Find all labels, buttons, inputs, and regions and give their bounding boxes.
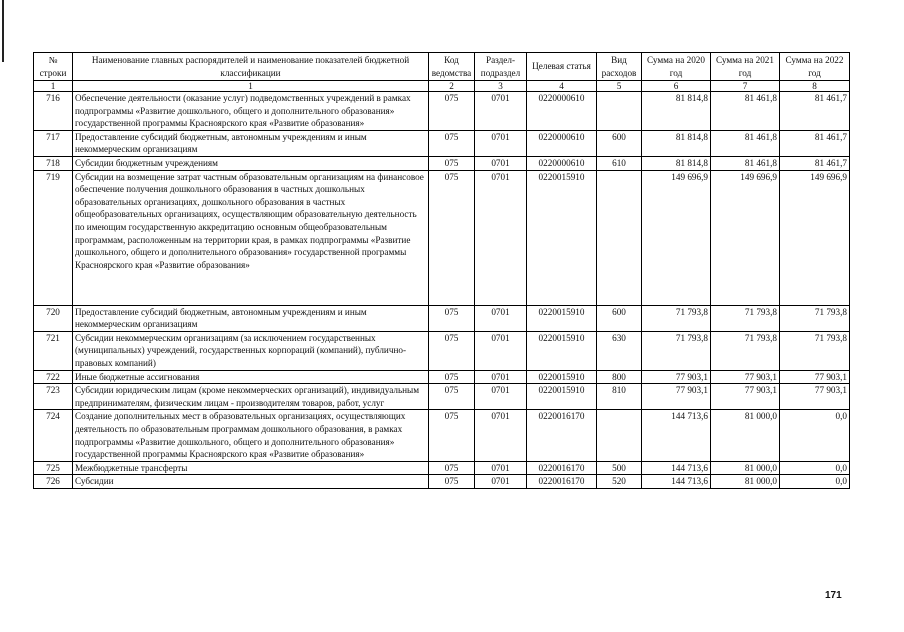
column-number: 4 <box>527 81 597 92</box>
row-sum-2020: 77 903,1 <box>642 384 711 410</box>
row-sum-2020: 144 713,6 <box>642 461 711 475</box>
row-expense-type: 500 <box>597 461 642 475</box>
row-expense-type <box>597 92 642 131</box>
row-name: Обеспечение деятельности (оказание услуг) подведомственных учреждений в рамках подпрограммы «Развитие дошкольного, общего и дополнительного образования» государственной программы Красноярского края «Развитие образования» <box>73 92 429 131</box>
row-name: Субсидии на возмещение затрат частным образовательным организациям на финансовое обеспечение получения дошкольного образования в частных дошкольных образовательных организациях, дошкольного образования в частных общеобразовательных организациях, осуществляющим образовательную деятельность по имеющим государственную аккредитацию основным общеобразовательным программам, расположенным на территории края, в рамках подпрограммы «Развитие дошкольного, общего и дополнительного образования» государственной программы Красноярского края «Развитие образования» <box>73 170 429 305</box>
row-sum-2020: 81 814,8 <box>642 130 711 156</box>
row-sum-2022: 81 461,7 <box>780 92 850 131</box>
table-row <box>34 410 850 461</box>
row-sum-2020: 149 696,9 <box>642 170 711 305</box>
row-section: 0701 <box>475 384 527 410</box>
row-section: 0701 <box>475 156 527 170</box>
header-section: Раздел-подраздел <box>475 53 527 81</box>
row-sum-2022: 71 793,8 <box>780 331 850 370</box>
row-target: 0220000610 <box>527 92 597 131</box>
row-dept-code: 075 <box>429 130 475 156</box>
row-dept-code: 075 <box>429 156 475 170</box>
row-number: 720 <box>34 305 73 331</box>
row-expense-type: 630 <box>597 331 642 370</box>
row-sum-2022: 77 903,1 <box>780 370 850 384</box>
margin-rule <box>2 0 4 62</box>
row-number: 725 <box>34 461 73 475</box>
row-target: 0220016170 <box>527 410 597 461</box>
row-section: 0701 <box>475 461 527 475</box>
row-sum-2021: 81 000,0 <box>711 475 780 489</box>
row-sum-2021: 77 903,1 <box>711 370 780 384</box>
row-sum-2021: 81 461,8 <box>711 92 780 131</box>
row-sum-2022: 0,0 <box>780 461 850 475</box>
column-number: 6 <box>642 81 711 92</box>
row-section: 0701 <box>475 475 527 489</box>
row-sum-2021: 81 461,8 <box>711 130 780 156</box>
table-row <box>34 461 850 475</box>
row-dept-code: 075 <box>429 475 475 489</box>
row-sum-2020: 71 793,8 <box>642 305 711 331</box>
row-name: Иные бюджетные ассигнования <box>73 370 429 384</box>
row-sum-2021: 71 793,8 <box>711 331 780 370</box>
table-row <box>34 370 850 384</box>
row-sum-2020: 77 903,1 <box>642 370 711 384</box>
row-dept-code: 075 <box>429 461 475 475</box>
column-number-row <box>34 81 850 92</box>
row-section: 0701 <box>475 410 527 461</box>
row-number: 718 <box>34 156 73 170</box>
row-number: 724 <box>34 410 73 461</box>
row-name: Субсидии <box>73 475 429 489</box>
column-number: 5 <box>597 81 642 92</box>
row-target: 0220015910 <box>527 331 597 370</box>
row-expense-type: 600 <box>597 130 642 156</box>
page-number: 171 <box>825 590 842 601</box>
row-sum-2021: 71 793,8 <box>711 305 780 331</box>
table-row <box>34 384 850 410</box>
row-section: 0701 <box>475 92 527 131</box>
header-name: Наименование главных распорядителей и наименование показателей бюджетной классификации <box>73 53 429 81</box>
row-name: Межбюджетные трансферты <box>73 461 429 475</box>
row-target: 0220015910 <box>527 305 597 331</box>
header-sum-2020: Сумма на 2020 год <box>642 53 711 81</box>
row-sum-2022: 81 461,7 <box>780 156 850 170</box>
row-name: Субсидии юридическим лицам (кроме некоммерческих организаций), индивидуальным предпринимателям, физическим лицам - производителям товаров, работ, услуг <box>73 384 429 410</box>
row-expense-type <box>597 170 642 305</box>
table-row <box>34 331 850 370</box>
row-number: 719 <box>34 170 73 305</box>
table-body <box>34 92 850 489</box>
column-number: 2 <box>429 81 475 92</box>
row-sum-2020: 81 814,8 <box>642 92 711 131</box>
table-row <box>34 170 850 305</box>
row-sum-2022: 0,0 <box>780 475 850 489</box>
row-dept-code: 075 <box>429 92 475 131</box>
table-row <box>34 305 850 331</box>
table-row <box>34 156 850 170</box>
row-section: 0701 <box>475 130 527 156</box>
header-target: Целевая статья <box>527 53 597 81</box>
row-expense-type: 810 <box>597 384 642 410</box>
row-name: Субсидии некоммерческим организациям (за исключением государственных (муниципальных) учреждений, государственных корпораций (компаний), публично-правовых компаний) <box>73 331 429 370</box>
row-target: 0220015910 <box>527 170 597 305</box>
row-sum-2020: 144 713,6 <box>642 410 711 461</box>
row-expense-type: 600 <box>597 305 642 331</box>
row-sum-2021: 81 000,0 <box>711 410 780 461</box>
row-section: 0701 <box>475 331 527 370</box>
row-target: 0220016170 <box>527 475 597 489</box>
row-dept-code: 075 <box>429 170 475 305</box>
row-name: Создание дополнительных мест в образовательных организациях, осуществляющих деятельность по образовательным программам дошкольного образования, в рамках подпрограммы «Развитие дошкольного, общего и дополнительного образования» государственной программы Красноярского края «Развитие образования» <box>73 410 429 461</box>
row-sum-2021: 149 696,9 <box>711 170 780 305</box>
row-sum-2021: 81 000,0 <box>711 461 780 475</box>
row-sum-2022: 81 461,7 <box>780 130 850 156</box>
row-dept-code: 075 <box>429 305 475 331</box>
row-sum-2020: 144 713,6 <box>642 475 711 489</box>
row-sum-2021: 81 461,8 <box>711 156 780 170</box>
row-section: 0701 <box>475 370 527 384</box>
column-number: 7 <box>711 81 780 92</box>
row-number: 726 <box>34 475 73 489</box>
table-row <box>34 130 850 156</box>
column-number: 1 <box>73 81 429 92</box>
row-sum-2022: 77 903,1 <box>780 384 850 410</box>
row-dept-code: 075 <box>429 384 475 410</box>
row-expense-type: 610 <box>597 156 642 170</box>
table-row <box>34 92 850 131</box>
row-target: 0220016170 <box>527 461 597 475</box>
row-number: 716 <box>34 92 73 131</box>
header-sum-2021: Сумма на 2021 год <box>711 53 780 81</box>
row-dept-code: 075 <box>429 370 475 384</box>
row-target: 0220000610 <box>527 130 597 156</box>
row-sum-2020: 81 814,8 <box>642 156 711 170</box>
row-dept-code: 075 <box>429 331 475 370</box>
column-number: 3 <box>475 81 527 92</box>
row-expense-type <box>597 410 642 461</box>
row-sum-2022: 71 793,8 <box>780 305 850 331</box>
header-row-no: № строки <box>34 53 73 81</box>
row-number: 722 <box>34 370 73 384</box>
column-number: 1 <box>34 81 73 92</box>
row-target: 0220000610 <box>527 156 597 170</box>
header-expense-type: Вид расходов <box>597 53 642 81</box>
row-section: 0701 <box>475 170 527 305</box>
row-expense-type: 800 <box>597 370 642 384</box>
header-dept-code: Код ведомства <box>429 53 475 81</box>
row-sum-2022: 149 696,9 <box>780 170 850 305</box>
row-number: 717 <box>34 130 73 156</box>
row-sum-2021: 77 903,1 <box>711 384 780 410</box>
row-number: 721 <box>34 331 73 370</box>
row-section: 0701 <box>475 305 527 331</box>
row-target: 0220015910 <box>527 384 597 410</box>
row-number: 723 <box>34 384 73 410</box>
row-sum-2022: 0,0 <box>780 410 850 461</box>
header-row <box>34 53 850 81</box>
row-name: Предоставление субсидий бюджетным, автономным учреждениям и иным некоммерческим организациям <box>73 130 429 156</box>
row-name: Субсидии бюджетным учреждениям <box>73 156 429 170</box>
budget-table <box>33 52 850 489</box>
row-expense-type: 520 <box>597 475 642 489</box>
column-number: 8 <box>780 81 850 92</box>
header-sum-2022: Сумма на 2022 год <box>780 53 850 81</box>
row-dept-code: 075 <box>429 410 475 461</box>
row-sum-2020: 71 793,8 <box>642 331 711 370</box>
row-target: 0220015910 <box>527 370 597 384</box>
table-row <box>34 475 850 489</box>
row-name: Предоставление субсидий бюджетным, автономным учреждениям и иным некоммерческим организациям <box>73 305 429 331</box>
